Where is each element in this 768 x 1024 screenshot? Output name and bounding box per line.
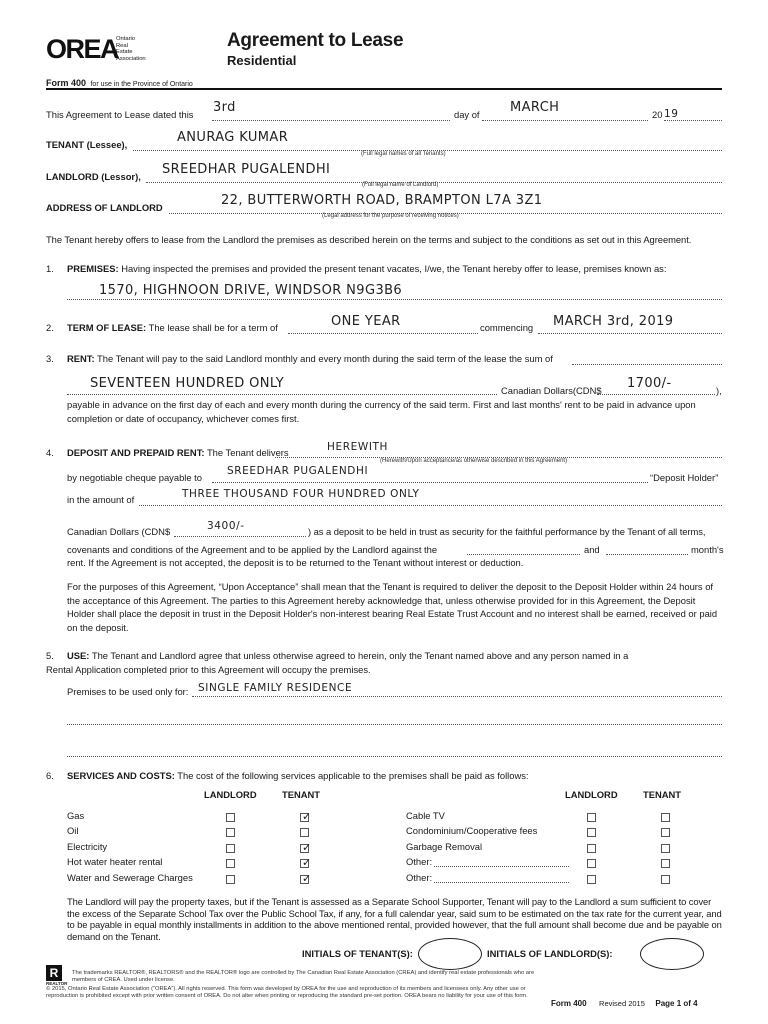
- amount-label: in the amount of: [67, 494, 135, 505]
- other-line: [434, 882, 569, 883]
- deposit-holder-label: “Deposit Holder”: [650, 472, 719, 483]
- tenant-field[interactable]: ANURAG KUMAR: [177, 130, 289, 145]
- check-mark-icon: ✓: [302, 856, 312, 869]
- section-text: Having inspected the premises and provided the present tenant vacates, I/we, the Tenant hereby offer to lease, premises known as:: [121, 263, 667, 274]
- tenant-checkbox[interactable]: [661, 844, 670, 853]
- tenant-label: TENANT (Lessee),: [46, 139, 128, 150]
- deposit-cdn-field[interactable]: 3400/-: [207, 520, 245, 532]
- delivers-hint: (Herewith/Upon acceptance/as otherwise described in this Agreement): [380, 458, 568, 464]
- right-col-tenant: TENANT: [643, 789, 682, 800]
- service-label: Water and Sewerage Charges: [67, 872, 193, 883]
- tenant-checkbox[interactable]: [300, 841, 312, 854]
- orea-org-line: Ontario: [116, 36, 136, 42]
- right-col-landlord: LANDLORD: [565, 789, 618, 800]
- day-line: [212, 120, 450, 121]
- form-note: for use in the Province of Ontario: [90, 81, 193, 88]
- use-line-2: [67, 724, 722, 725]
- premises-field[interactable]: 1570, HIGHNOON DRIVE, WINDSOR N9G3B6: [99, 283, 403, 298]
- day-of-label: day of: [454, 109, 480, 120]
- deposit-and-text: and: [584, 544, 600, 555]
- rent-sum-line: [572, 364, 722, 365]
- deposit-section: [46, 447, 289, 459]
- section-number: 6.: [46, 770, 54, 781]
- premises-section: [46, 263, 666, 275]
- service-label: Gas: [67, 810, 85, 821]
- landlord-checkbox[interactable]: [226, 813, 235, 822]
- payee-line: [212, 482, 648, 483]
- term-line: [288, 333, 478, 334]
- section-text: The cost of the following services applicable to the premises shall be paid as follows:: [177, 770, 529, 781]
- service-label: Other:: [406, 872, 433, 883]
- section-text: The Tenant and Landlord agree that unless otherwise agreed to herein, only the Tenant named above and any person named in a Rental Application completed prior to this Agreement will occupy the premises.: [46, 650, 629, 675]
- payee-field[interactable]: SREEDHAR PUGALENDHI: [227, 465, 369, 477]
- month-field[interactable]: MARCH: [510, 100, 560, 115]
- footer-page: Page 1 of 4: [655, 999, 698, 1008]
- section-number: 2.: [46, 322, 54, 333]
- year-line: [664, 120, 722, 121]
- orea-logo: [46, 34, 146, 64]
- section-number: 3.: [46, 353, 54, 364]
- address-field[interactable]: 22, BUTTERWORTH ROAD, BRAMPTON L7A 3Z1: [221, 193, 543, 208]
- check-mark-icon: ✓: [302, 841, 312, 854]
- realtor-logo-word: REALTOR: [46, 981, 68, 986]
- use-line-3: [67, 756, 722, 757]
- orea-logo-mark: OREA: [46, 34, 119, 64]
- month-line: [482, 120, 648, 121]
- orea-org-line: Real Estate: [116, 42, 133, 56]
- address-hint: (Legal address for the purpose of receiving notices): [322, 213, 459, 219]
- service-label: Electricity: [67, 841, 108, 852]
- section-title: USE:: [67, 650, 90, 661]
- orea-org-line: Association: [116, 55, 146, 62]
- service-label: Other:: [406, 856, 433, 867]
- commencing-line: [538, 333, 722, 334]
- landlord-initials-field[interactable]: [640, 938, 704, 970]
- deposit-line2-text: covenants and conditions of the Agreement and to be applied by the Landlord against the: [67, 544, 438, 555]
- section-number: 5.: [46, 650, 54, 661]
- dated-label: This Agreement to Lease dated this: [46, 109, 194, 120]
- use-label: Premises to be used only for:: [67, 686, 189, 697]
- day-field[interactable]: 3rd: [213, 100, 236, 115]
- deposit-months-text: month's: [691, 544, 724, 555]
- section-title: TERM OF LEASE:: [67, 322, 147, 333]
- service-label: Condominium/Cooperative fees: [406, 825, 538, 836]
- property-tax-paragraph: The Landlord will pay the property taxes, but if the Tenant is assessed as a Separate School Supporter, Tenant will pay to the Landlord a sum sufficient to cover the excess of the Separate School Tax over the Public School Tax, if any, for a full calendar year, said sum to be estimated on the tax rate for the current year, and to be payable in equal monthly installments in addition to the above mentioned rental, provided however, that the full amount shall become due and be payable on demand on the Tenant.: [67, 896, 722, 942]
- landlord-initials-label: INITIALS OF LANDLORD(S):: [487, 948, 613, 959]
- tenant-checkbox[interactable]: [661, 813, 670, 822]
- realtor-logo-mark: R: [46, 965, 62, 981]
- landlord-label: LANDLORD (Lessor),: [46, 171, 141, 182]
- landlord-checkbox[interactable]: [587, 828, 596, 837]
- rent-cdn-label: Canadian Dollars(CDN$: [501, 385, 602, 396]
- commencing-label: commencing: [480, 322, 534, 333]
- year-field[interactable]: 19: [664, 108, 679, 120]
- rent-words-line: [67, 394, 497, 395]
- cheque-label: by negotiable cheque payable to: [67, 472, 203, 483]
- footer-form-info: [551, 993, 698, 1011]
- section-title: PREMISES:: [67, 263, 119, 274]
- check-mark-icon: ✓: [302, 810, 312, 823]
- commencing-field[interactable]: MARCH 3rd, 2019: [553, 314, 674, 329]
- landlord-checkbox[interactable]: [226, 859, 235, 868]
- term-field[interactable]: ONE YEAR: [331, 314, 401, 329]
- deposit-line3-text: rent. If the Agreement is not accepted, the deposit is to be returned to the Tenant without interest or deduction.: [67, 557, 524, 568]
- landlord-checkbox[interactable]: [587, 859, 596, 868]
- term-section: [46, 322, 278, 334]
- section-text: The Tenant delivers: [206, 447, 289, 458]
- premises-line: [67, 299, 722, 300]
- address-label: ADDRESS OF LANDLORD: [46, 202, 163, 213]
- section-number: 4.: [46, 447, 54, 458]
- landlord-checkbox[interactable]: [226, 844, 235, 853]
- landlord-hint: (Full legal name of Landlord): [362, 182, 439, 188]
- year-prefix: 20: [652, 109, 663, 120]
- section-title: RENT:: [67, 353, 95, 364]
- copyright-notice: © 2015, Ontario Real Estate Association (“OREA”). All rights reserved. This form was developed by OREA for the use and reproduction of its members and licensees only. Any other use or reproduction is prohibited except with prior written consent of OREA. Do not alter when printing or reproducing the standard pre-set portion. OREA bears no liability for your use of this form.: [46, 986, 528, 999]
- upon-acceptance-paragraph: For the purposes of this Agreement, “Upon Acceptance” shall mean that the Tenant is required to deliver the deposit to the Deposit Holder within 24 hours of the acceptance of this Agreement. The parties to this Agreement hereby acknowledge that, unless otherwise provided for in this Agreement, the Deposit Holder shall place the deposit in trust in the Deposit Holder's non-interest bearing Real Estate Trust Account and no interest shall be earned, received or paid on the deposit.: [67, 581, 718, 633]
- services-section: [46, 770, 529, 782]
- trademark-notice: The trademarks REALTOR®, REALTORS® and the REALTOR® logo are controlled by The Canadian Real Estate Association (CREA) and identify real estate professionals who are members of CREA. Used under license.: [72, 970, 535, 983]
- footer-revised: Revised 2015: [599, 999, 645, 1008]
- landlord-checkbox[interactable]: [587, 844, 596, 853]
- section-number: 1.: [46, 263, 54, 274]
- section-title: DEPOSIT AND PREPAID RENT:: [67, 447, 205, 458]
- rent-cdn-field[interactable]: 1700/-: [627, 376, 672, 391]
- tenant-initials-label: INITIALS OF TENANT(S):: [302, 948, 413, 959]
- tenant-hint: (Full legal names of all Tenants): [361, 151, 446, 157]
- rent-words-field[interactable]: SEVENTEEN HUNDRED ONLY: [90, 376, 285, 391]
- page-title: Agreement to Lease: [227, 30, 404, 51]
- service-label: Oil: [67, 825, 79, 836]
- rent-section: [46, 353, 553, 365]
- other-line: [434, 866, 569, 867]
- section-text: The Tenant will pay to the said Landlord monthly and every month during the said term of the lease the sum of: [97, 353, 553, 364]
- footer-form: Form 400: [551, 999, 587, 1008]
- page-subtitle: Residential: [227, 53, 297, 68]
- section-title: SERVICES AND COSTS:: [67, 770, 175, 781]
- rent-cdn-line: [597, 394, 715, 395]
- tenant-checkbox[interactable]: [661, 859, 670, 868]
- rent-paragraph: payable in advance on the first day of each and every month during the currency of the said term. First and last months' rent to be paid in advance upon completion or date of occupancy, whichever comes first.: [67, 399, 696, 424]
- landlord-checkbox[interactable]: [226, 828, 235, 837]
- tenant-checkbox[interactable]: [661, 875, 670, 884]
- left-col-landlord: LANDLORD: [204, 789, 257, 800]
- use-line: [192, 696, 722, 697]
- delivers-field[interactable]: HEREWITH: [327, 441, 389, 453]
- deposit-line1-text: ) as a deposit to be held in trust as security for the faithful performance by the Tenant of all terms,: [308, 526, 706, 537]
- deposit-cdn-label: Canadian Dollars (CDN$: [67, 526, 171, 537]
- check-mark-icon: ✓: [302, 872, 312, 885]
- tenant-checkbox[interactable]: [300, 872, 312, 885]
- landlord-checkbox[interactable]: [587, 875, 596, 884]
- landlord-checkbox[interactable]: [587, 813, 596, 822]
- amount-field[interactable]: THREE THOUSAND FOUR HUNDRED ONLY: [182, 488, 420, 500]
- amount-line: [139, 505, 722, 506]
- use-section: [46, 649, 652, 676]
- tenant-checkbox[interactable]: [661, 828, 670, 837]
- landlord-field[interactable]: SREEDHAR PUGALENDHI: [162, 162, 331, 177]
- service-label: Garbage Removal: [406, 841, 483, 852]
- applied-month1-line: [467, 554, 580, 555]
- deposit-cdn-line: [174, 536, 306, 537]
- tenant-checkbox[interactable]: [300, 810, 312, 823]
- left-col-tenant: TENANT: [282, 789, 321, 800]
- tenant-checkbox[interactable]: [300, 828, 309, 837]
- rent-cdn-close: ),: [716, 385, 722, 396]
- landlord-checkbox[interactable]: [226, 875, 235, 884]
- section-text: The lease shall be for a term of: [148, 322, 278, 333]
- service-label: Cable TV: [406, 810, 445, 821]
- tenant-checkbox[interactable]: [300, 856, 312, 869]
- header-rule: [46, 88, 722, 90]
- applied-month2-line: [606, 554, 688, 555]
- tenant-initials-field[interactable]: [418, 938, 482, 970]
- offer-text: The Tenant hereby offers to lease from the Landlord the premises as described herein on the terms and subject to the conditions as set out in this Agreement.: [46, 234, 692, 245]
- form-number: Form 400: [46, 78, 87, 88]
- use-field[interactable]: SINGLE FAMILY RESIDENCE: [198, 682, 353, 694]
- service-label: Hot water heater rental: [67, 856, 163, 867]
